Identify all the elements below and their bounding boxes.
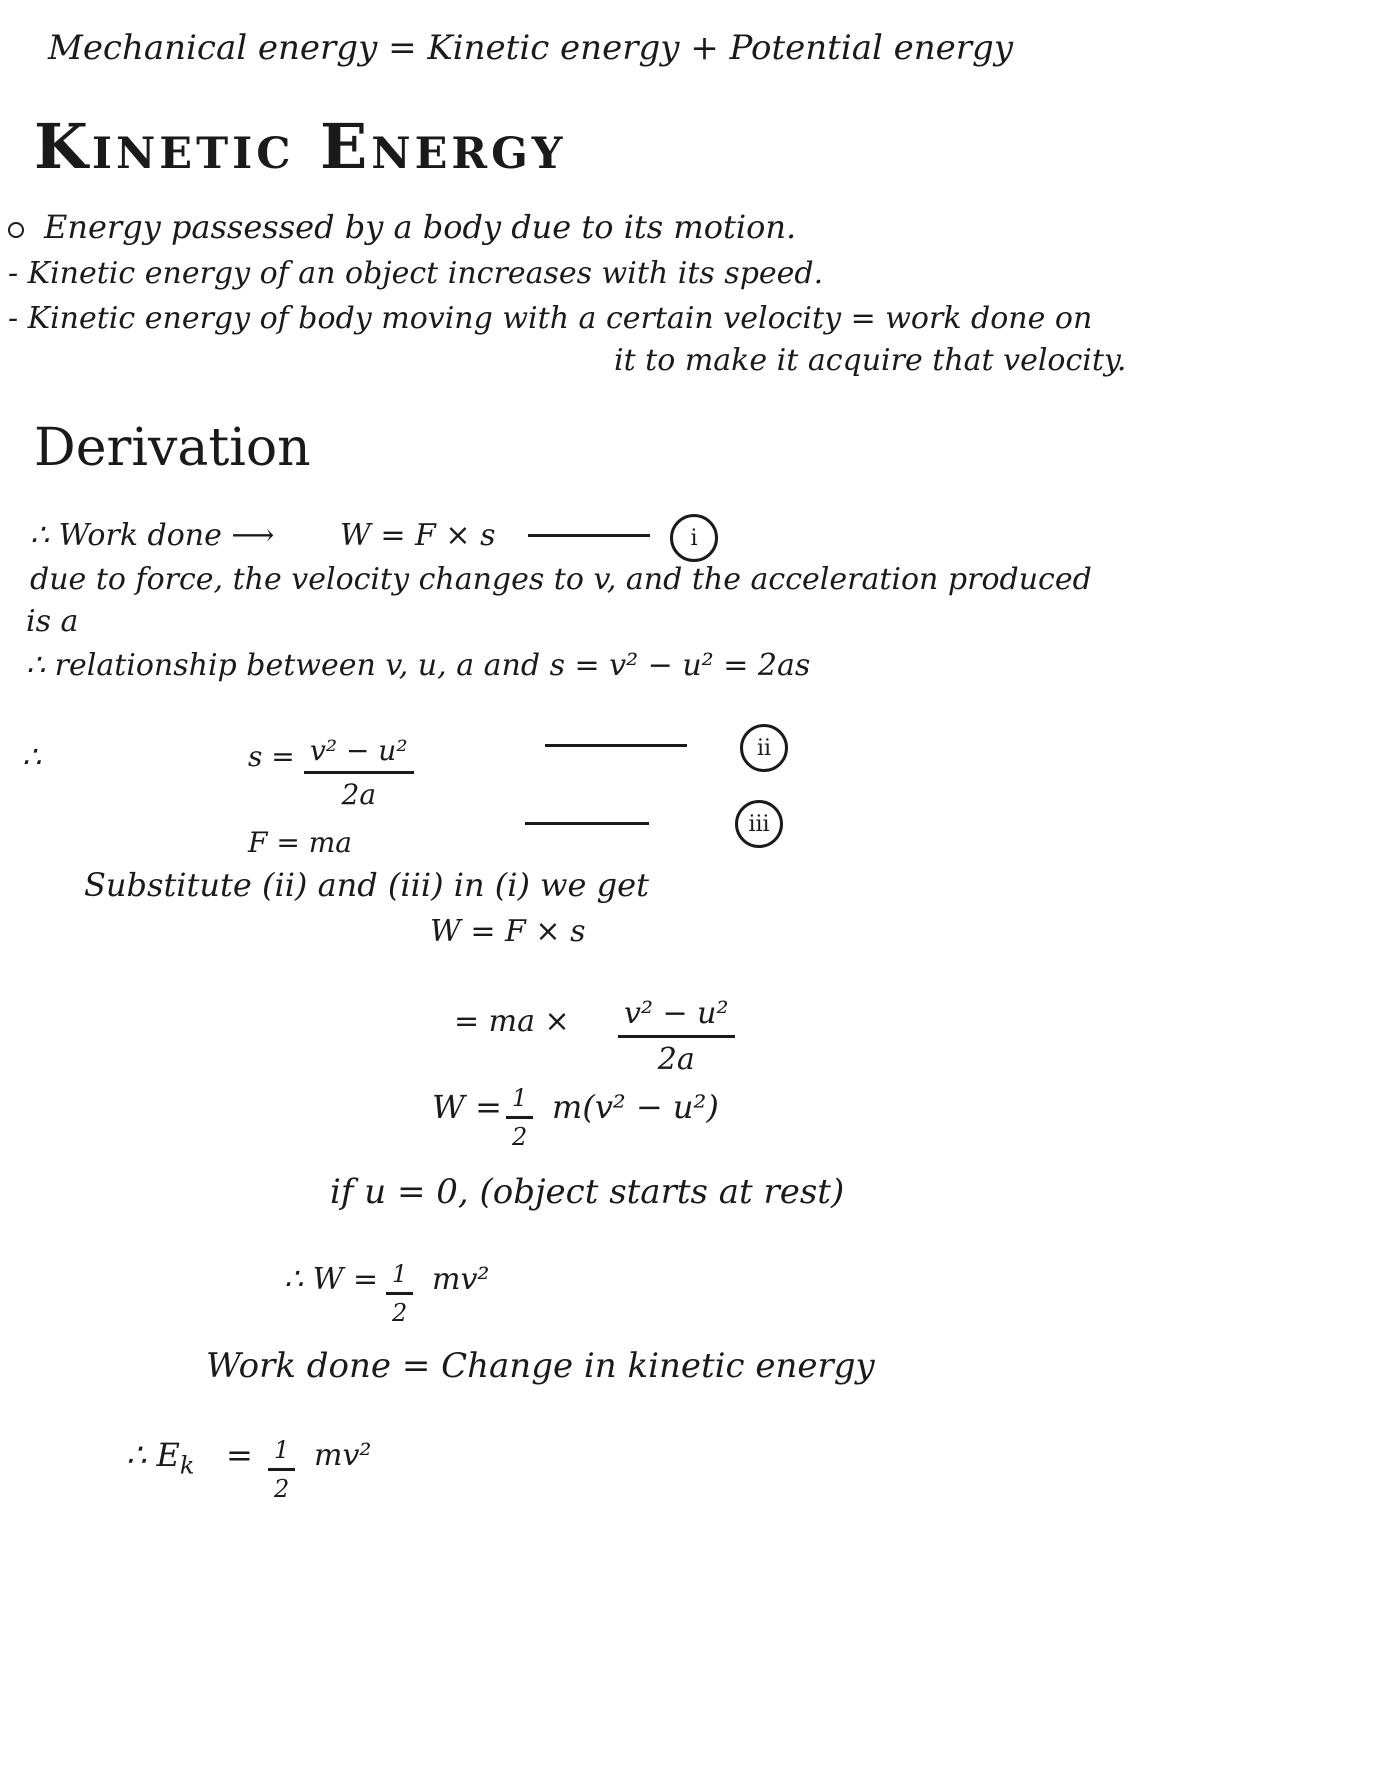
work-formula-2: W = F × s [430, 914, 586, 949]
note-velocity: - Kinetic energy of body moving with a certain velocity = work done on [8, 301, 1093, 336]
therefore-symbol: ∴ [22, 740, 42, 775]
eq-label-i: i [670, 514, 718, 562]
velocity-change-line: due to force, the velocity changes to v, and the acceleration produced [30, 562, 1092, 597]
w-half-right: mv² [432, 1262, 490, 1297]
velocity-fraction-den: 2a [657, 1042, 695, 1077]
ek-subscript: k [179, 1451, 195, 1480]
ek-equals: = [226, 1436, 253, 1474]
work-done-label: ∴ Work done ⟶ [30, 518, 275, 553]
s-fraction-den: 2a [341, 778, 377, 811]
rule-iii [525, 822, 649, 825]
ma-times: = ma × [454, 1004, 570, 1039]
half-fraction-1 [506, 1084, 533, 1151]
rest-condition: if u = 0, (object starts at rest) [330, 1172, 845, 1212]
half-den-1: 2 [512, 1123, 528, 1151]
half-num-1: 1 [506, 1084, 533, 1119]
half-den-2: 2 [392, 1299, 408, 1327]
definition-bullet: Energy passessed by a body due to its motion. [44, 208, 797, 246]
note-velocity-cont: it to make it acquire that velocity. [614, 343, 1127, 378]
half-num-2: 1 [386, 1260, 413, 1295]
bullet-icon [8, 222, 24, 238]
s-fraction [304, 734, 414, 811]
work-energy-theorem: Work done = Change in kinetic energy [206, 1346, 875, 1386]
eq-label-ii: ii [740, 724, 788, 772]
velocity-fraction [618, 996, 735, 1077]
ek-left: ∴ $E_k$ [126, 1436, 195, 1480]
mechanical-energy-line: Mechanical energy = Kinetic energy + Potential energy [48, 28, 1014, 68]
half-num-3: 1 [268, 1436, 295, 1471]
note-speed: - Kinetic energy of an object increases with its speed. [8, 256, 824, 291]
half-fraction-2 [386, 1260, 413, 1327]
substitute-line: Substitute (ii) and (iii) in (i) we get [84, 866, 649, 904]
is-a-text: is a [26, 604, 79, 639]
relationship-line: ∴ relationship between v, u, a and s = v² − u² = 2as [26, 648, 811, 683]
w-equals: W = [432, 1088, 502, 1126]
half-fraction-3 [268, 1436, 295, 1503]
w-mv-term: m(v² − u²) [552, 1088, 719, 1126]
rule-ii [545, 744, 687, 747]
derivation-heading: Derivation [34, 418, 311, 478]
work-formula: W = F × s [340, 518, 496, 553]
w-half-left: ∴ W = [284, 1262, 379, 1297]
force-formula: F = ma [248, 826, 352, 859]
s-fraction-num: v² − u² [304, 734, 414, 774]
eq-label-iii: iii [735, 800, 783, 848]
ek-right: mv² [314, 1438, 372, 1473]
velocity-fraction-num: v² − u² [618, 996, 735, 1038]
rule-i [528, 534, 650, 537]
half-den-3: 2 [274, 1475, 290, 1503]
s-equals: s = [248, 740, 295, 773]
page-title: Kinetic Energy [34, 110, 567, 183]
